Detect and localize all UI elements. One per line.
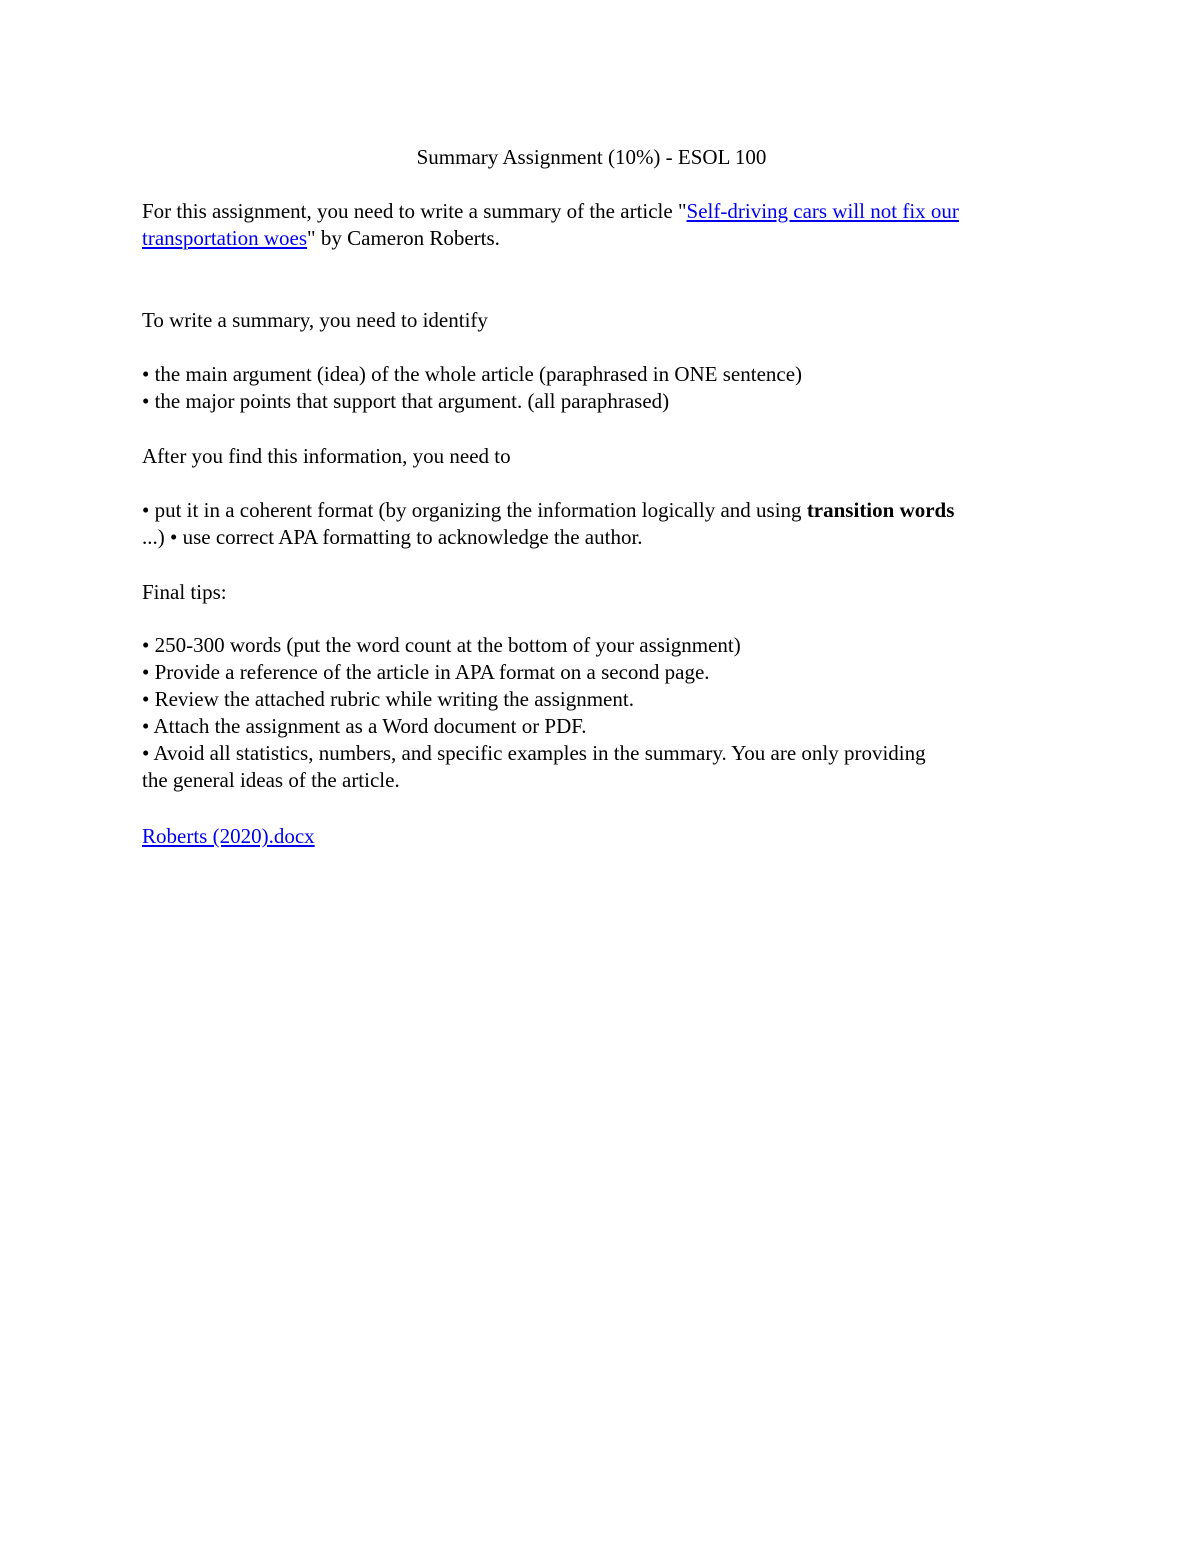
list-item: • Avoid all statistics, numbers, and specific examples in the summary. You are only providing: [142, 741, 926, 765]
identify-list: [142, 361, 1072, 415]
after-line-1: [142, 497, 1072, 524]
after-heading: After you find this information, you need to: [142, 444, 511, 468]
list-item: • the main argument (idea) of the whole article (paraphrased in ONE sentence): [142, 362, 803, 386]
list-item: • Review the attached rubric while writing the assignment.: [142, 687, 634, 711]
attachment-link[interactable]: Roberts (2020).docx: [142, 824, 315, 848]
intro-text-after-link: " by Cameron Roberts.: [307, 226, 500, 250]
after-line-2: ...) • use correct APA formatting to acknowledge the author.: [142, 525, 643, 549]
list-item: the general ideas of the article.: [142, 768, 400, 792]
after-line-1-text: • put it in a coherent format (by organizing the information logically and using: [142, 498, 807, 522]
intro-text-before-link: For this assignment, you need to write a summary of the article ": [142, 199, 687, 223]
identify-heading: To write a summary, you need to identify: [142, 308, 488, 332]
list-item: • 250-300 words (put the word count at the bottom of your assignment): [142, 633, 741, 657]
after-list: [142, 497, 1072, 551]
attachment-row: [142, 823, 1072, 850]
tips-list: [142, 632, 1072, 794]
intro-paragraph: [142, 198, 1072, 252]
article-link[interactable]: Self-driving cars will not fix our: [686, 199, 959, 223]
article-link-continued[interactable]: transportation woes: [142, 226, 308, 250]
intro-line-2: [142, 225, 1072, 252]
list-item: • the major points that support that argument. (all paraphrased): [142, 389, 670, 413]
intro-line-1: [142, 198, 1072, 225]
transition-words-bold: transition words: [806, 498, 955, 522]
page-title: Summary Assignment (10%) - ESOL 100: [416, 145, 767, 169]
tips-heading: Final tips:: [142, 580, 227, 604]
list-item: • Attach the assignment as a Word document or PDF.: [142, 714, 587, 738]
list-item: • Provide a reference of the article in APA format on a second page.: [142, 660, 710, 684]
